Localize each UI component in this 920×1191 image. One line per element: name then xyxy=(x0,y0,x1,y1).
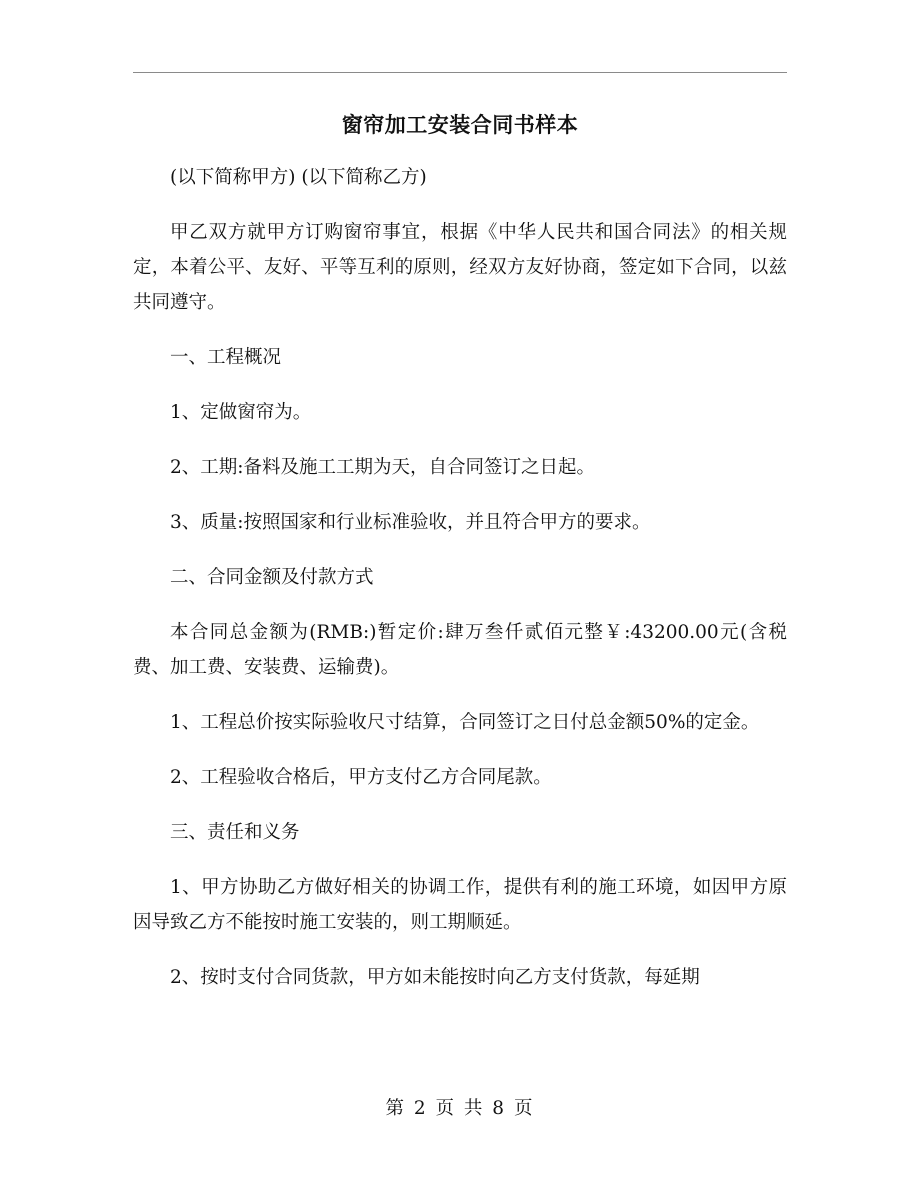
header-rule xyxy=(133,72,787,73)
clause-2-1: 1、工程总价按实际验收尺寸结算，合同签订之日付总金额50%的定金。 xyxy=(170,712,760,733)
document-title: 窗帘加工安装合同书样本 xyxy=(341,112,579,137)
clause-1-2: 2、工期:备料及施工工期为天，自合同签订之日起。 xyxy=(170,457,596,478)
preamble-paragraph: 甲乙双方就甲方订购窗帘事宜，根据《中华人民共和国合同法》的相关规定，本着公平、友好、平等互利的原则，经双方友好协商，签定如下合同，以兹共同遵守。 xyxy=(133,222,787,313)
section-heading-3: 三、责任和义务 xyxy=(170,822,300,843)
page-number-footer: 第 2 页 共 8 页 xyxy=(385,1098,535,1119)
party-designation: (以下简称甲方) (以下简称乙方) xyxy=(170,167,427,188)
contract-amount-paragraph: 本合同总金额为(RMB:)暂定价:肆万叁仟贰佰元整￥:43200.00元(含税费、加工费、安装费、运输费)。 xyxy=(133,622,787,678)
document-body xyxy=(133,108,787,995)
section-heading-2: 二、合同金额及付款方式 xyxy=(170,567,374,588)
clause-3-2: 2、按时支付合同货款，甲方如未能按时向乙方支付货款，每延期 xyxy=(170,967,700,988)
clause-1-3: 3、质量:按照国家和行业标准验收，并且符合甲方的要求。 xyxy=(170,512,651,533)
clause-3-1: 1、甲方协助乙方做好相关的协调工作，提供有利的施工环境，如因甲方原因导致乙方不能按时施工安装的，则工期顺延。 xyxy=(133,877,787,933)
clause-1-1: 1、定做窗帘为。 xyxy=(170,402,312,423)
clause-2-2: 2、工程验收合格后，甲方支付乙方合同尾款。 xyxy=(170,767,552,788)
section-heading-1: 一、工程概况 xyxy=(170,347,282,368)
